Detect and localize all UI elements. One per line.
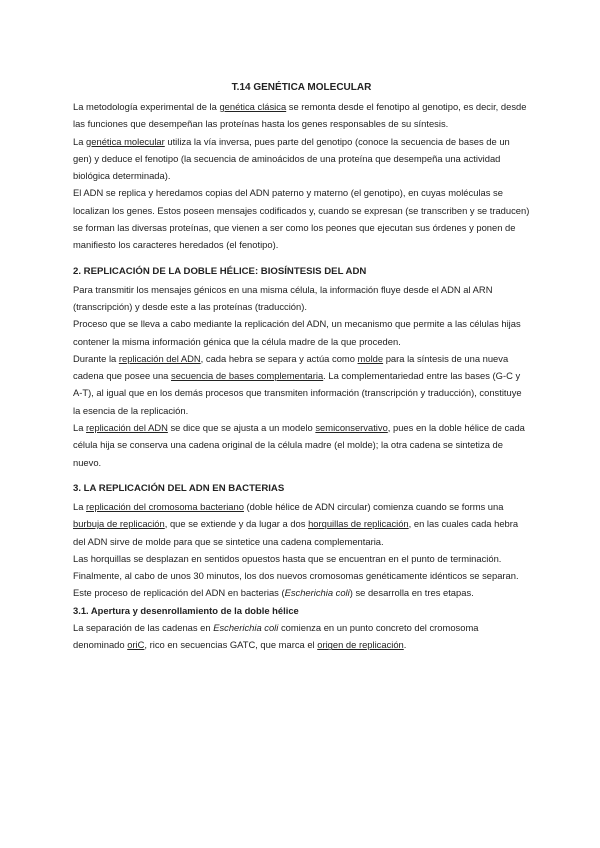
text-run: La metodología experimental de la [73,101,220,112]
underlined-term: semiconservativo [315,422,388,434]
text-run: . [403,639,407,651]
text-run: , pues en la doble hélice de cada célula hija se conserva una cadena original de la célula madre (el molde); la otra cadena se sintetiza de nuevo. [73,422,525,468]
document-title: T.14 GENÉTICA MOLECULAR [231,82,372,93]
text-run: Durante la [73,352,119,364]
underlined-term: genética clásica [219,101,287,112]
section-2-paragraph-3 [73,350,530,419]
text-run: La [73,500,87,512]
underlined-term: replicación del cromosoma bacteriano [86,500,244,512]
text-run: , cada hebra se separa y actúa como [200,352,358,364]
section-2-paragraph-1: Para transmitir los mensajes génicos en una misma célula, la información fluye desde el ADN al ARN (transcripción) y desde este a las proteínas (traducción). [73,283,493,312]
underlined-term: burbuja de replicación [73,518,165,530]
subsection-3-1-heading: 3.1. Apertura y desenrollamiento de la doble hélice [73,604,299,616]
text-run: ) se desarrolla en tres etapas. [349,587,474,599]
text-run: (doble hélice de ADN circular) comienza cuando se forms una [243,500,504,512]
text-run: La [73,135,87,147]
text-run: , que se extiende y da lugar a dos [164,518,309,530]
intro-paragraph-3: El ADN se replica y heredamos copias del ADN paterno y materno (el genotipo), en cuyas moléculas se localizan los genes. Estos poseen mensajes codificados y, cuando se expresan (se transcriben y se traducen) se forman las diversas proteínas, que vienen a ser como los peones que ejecutan sus órdenes y ponen de manifiesto los caracteres heredados (el fenotipo). [73,187,530,251]
text-run: comienza en un punto concreto del cromosoma denominado [73,622,479,651]
section-2-paragraph-2: Proceso que se lleva a cabo mediante la replicación del ADN, un mecanismo que permite a las células hijas contener la misma información génica que la célula madre de la que proceden. [73,318,521,347]
text-run: La separación de las cadenas en [73,622,214,634]
underlined-term: replicación del ADN [86,422,168,434]
intro-paragraph-1 [73,98,530,133]
underlined-term: origen de replicación [317,639,404,651]
underlined-term: replicación del ADN [118,352,201,364]
section-2-paragraph-4 [73,419,530,471]
text-run: Este proceso de replicación del ADN en bacterias ( [73,587,285,599]
underlined-term: molde [357,352,384,364]
text-run: utiliza la vía inversa, pues parte del genotipo (conoce la secuencia de bases de un gen) y deduce el fenotipo (la secuencia de aminoácidos de una proteína que desempeña una actividad biológica determinada). [73,135,510,182]
text-run: . La complementariedad entre las bases (G-C y A-T), al igual que en los demás procesos que transmiten información (transcripción y traducción), constituye la esencia de la replicación. [73,370,522,416]
subsection-3-1-paragraph-1 [73,619,530,654]
italic-species-name: Escherichia coli [213,622,279,634]
text-run: La [73,422,87,434]
text-run: se remonta desde el fenotipo al genotipo, es decir, desde las funciones que desempeñan las proteínas hasta los genes responsables de su síntesis. [73,101,527,130]
underlined-term: secuencia de bases complementaria [171,370,324,382]
intro-paragraph-2 [73,133,530,185]
text-run: para la síntesis de una nueva cadena que posee una [73,352,509,382]
section-3-paragraph-1 [73,498,530,550]
underlined-term: oriC [127,639,145,651]
text-run: , en las cuales cada hebra del ADN sirve de molde para que se sintetice una cadena complementaria. [73,518,519,547]
section-3-paragraph-3 [73,584,530,601]
underlined-term: genética molecular [86,135,165,147]
section-2-heading: 2. REPLICACIÓN DE LA DOBLE HÉLICE: BIOSÍNTESIS DEL ADN [73,265,367,277]
section-3-heading: 3. LA REPLICACIÓN DEL ADN EN BACTERIAS [73,482,285,494]
italic-species-name: Escherichia coli [284,587,350,599]
section-3-paragraph-2: Las horquillas se desplazan en sentidos opuestos hasta que se encuentran en el punto de terminación. Finalmente, al cabo de unos 30 minutos, los dos nuevos cromosomas genéticamente idénticos se separan. [73,552,519,582]
text-run: , rico en secuencias GATC, que marca el [144,639,318,651]
text-run: se dice que se ajusta a un modelo [167,422,316,434]
underlined-term: horquillas de replicación [308,518,409,530]
